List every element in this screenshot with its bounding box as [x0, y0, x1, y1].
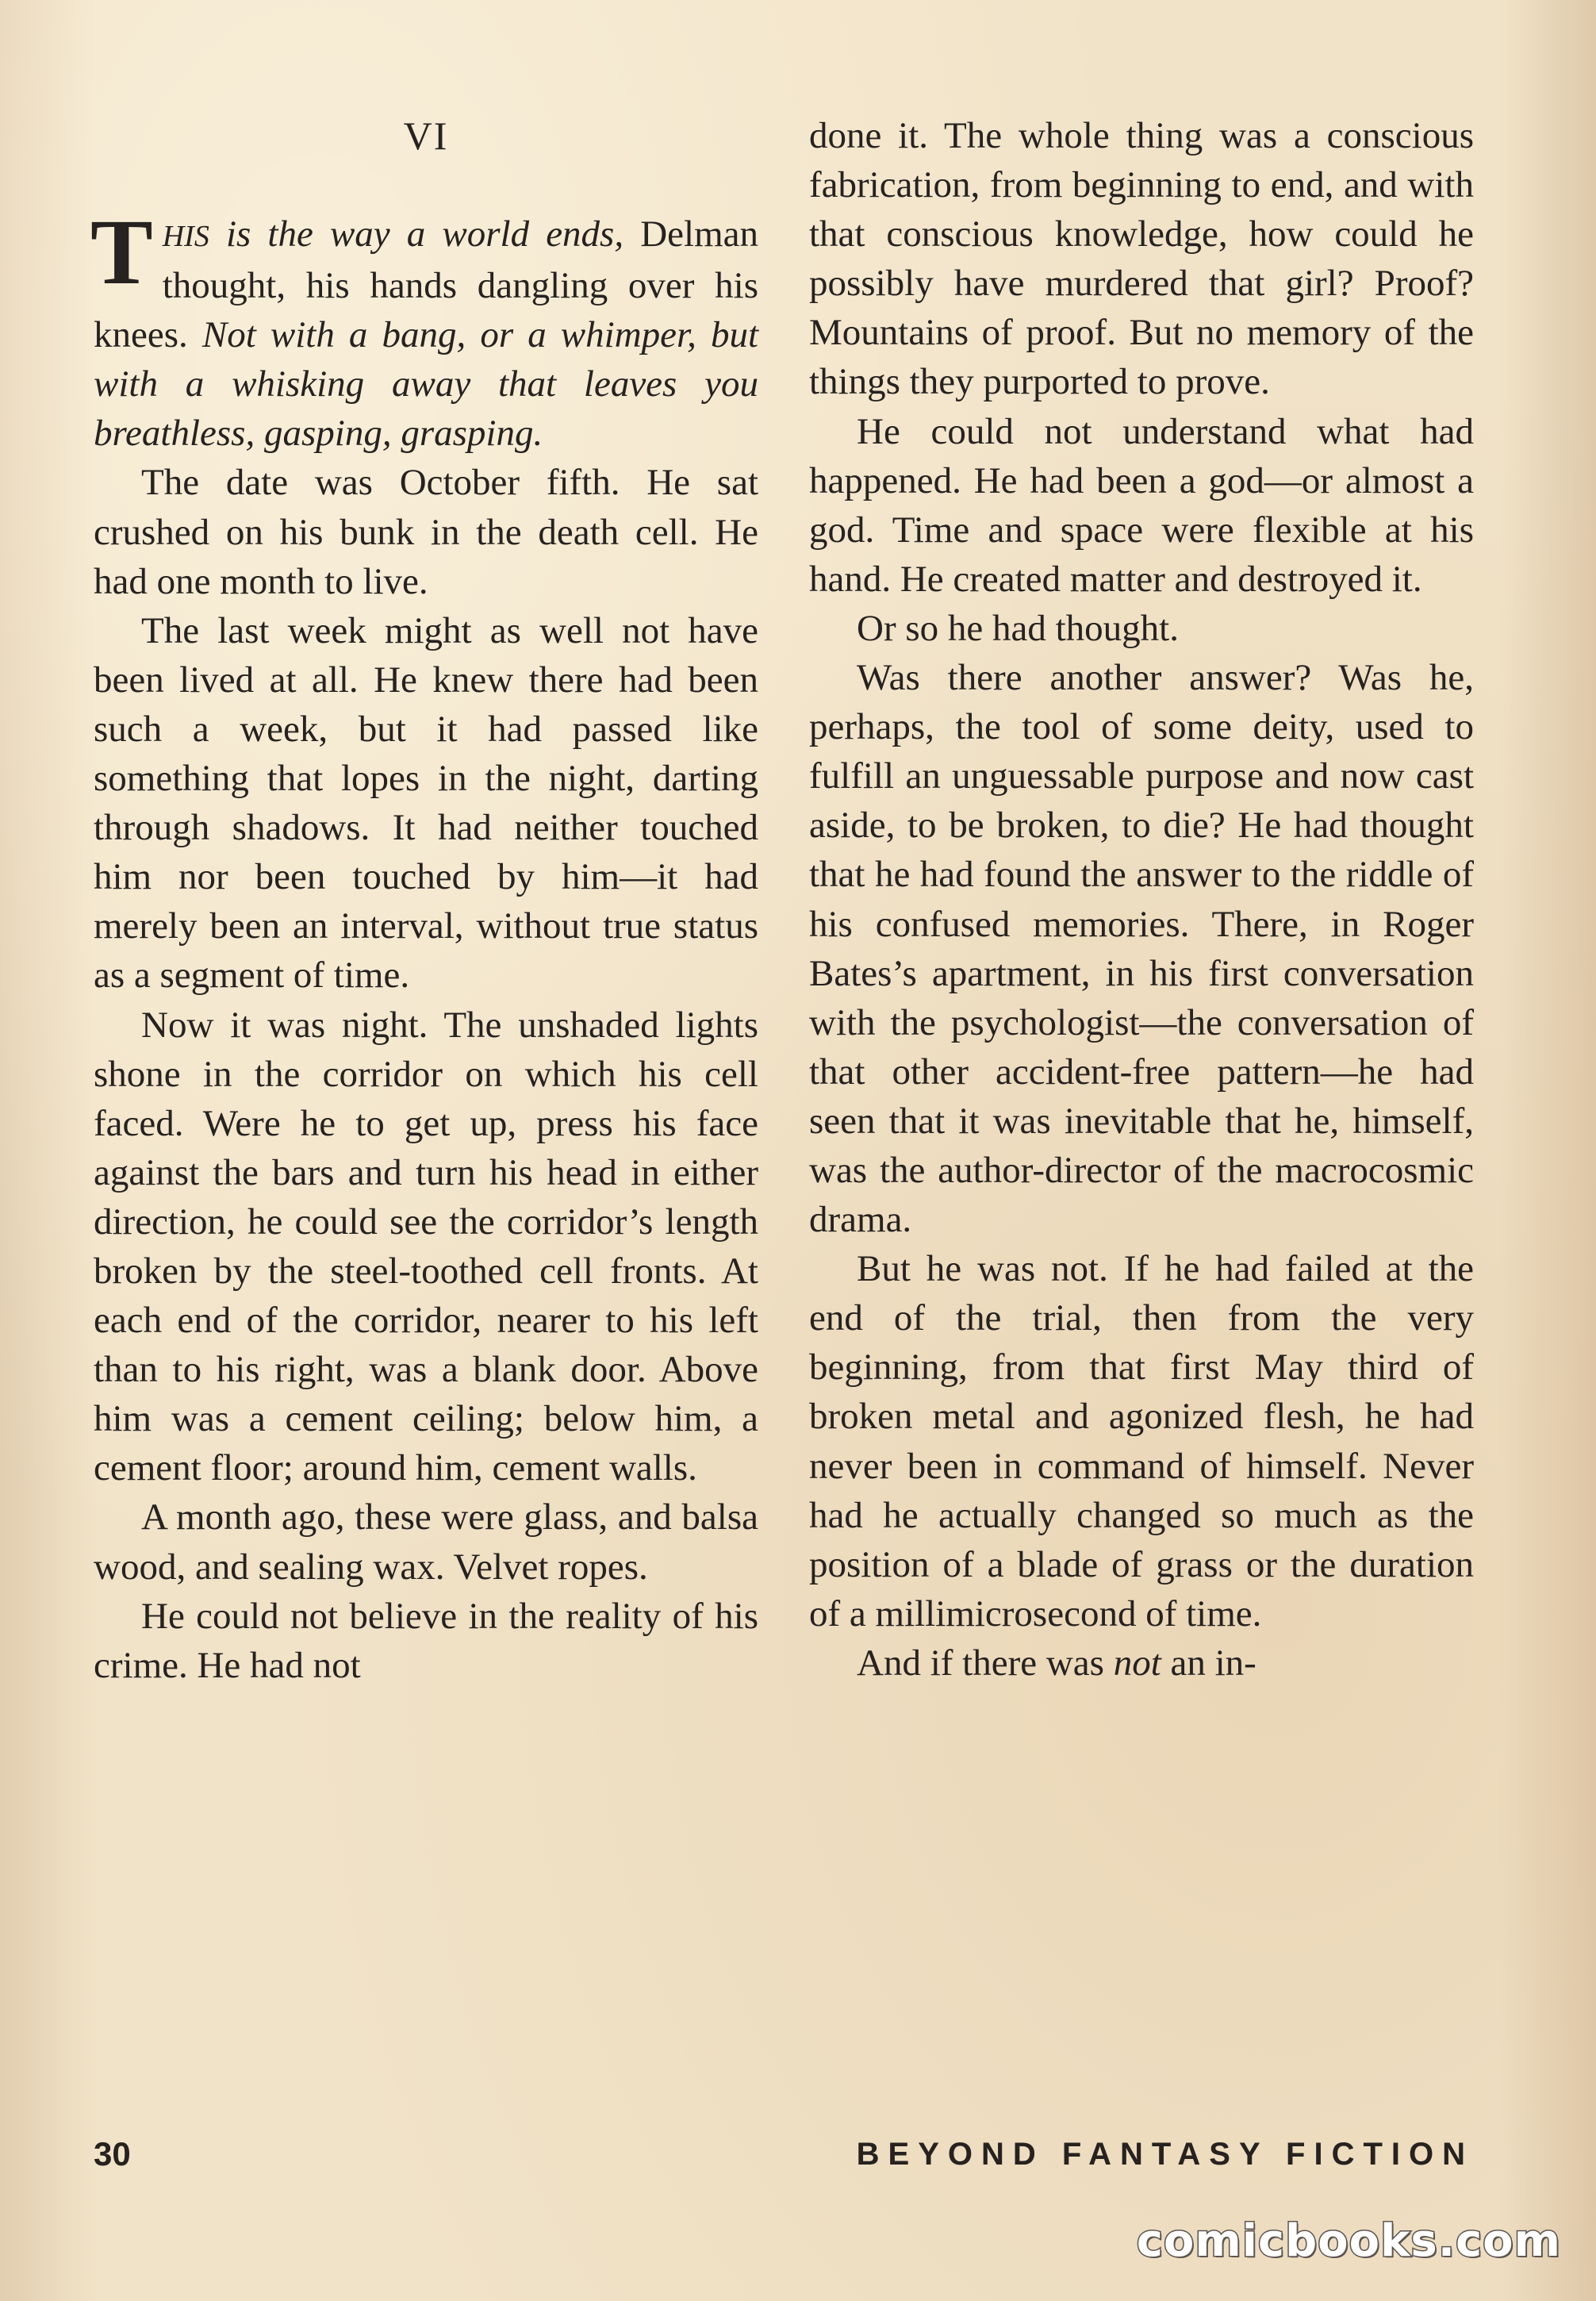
final-text-italic: not	[1113, 1642, 1161, 1684]
paragraph: But he was not. If he had failed at the end of the trial, then from the very beginning, from that first May third of broken metal and agonized flesh, he had never been in command of himself. Never had he actually changed so much as the position of a blade of grass or the duration of a millimicrosecond of time.	[809, 1248, 1474, 1635]
chapter-heading: VI	[403, 113, 449, 158]
left-column	[90, 111, 759, 1690]
final-paragraph	[809, 1638, 1474, 1688]
page-number: 30	[94, 2135, 131, 2172]
opening-paragraph	[90, 200, 759, 458]
drop-cap: T	[90, 200, 153, 304]
right-column	[809, 111, 1474, 1688]
paragraph: Or so he had thought.	[857, 607, 1179, 649]
opening-italic-1: is the way a world ends,	[209, 213, 624, 255]
paragraph: Was there another answer? Was he, perhaps, the tool of some deity, used to fulfill an unguessable purpose and now cast aside, to be broken, to die? He had thought that he had found the answer to the riddle of his confused memories. There, in Roger Bates’s apartment, in his first conversation with the psychologist—the conversation of that other accident-free pattern—he had seen that it was inevitable that he, himself, was the author-director of the macrocosmic drama.	[809, 657, 1474, 1241]
continued-paragraph: done it. The whole thing was a conscious fabrication, from beginning to end, and with that conscious knowledge, how could he possibly have murdered that girl? Proof? Mountains of proof. But no memory of the things they purported to prove.	[809, 115, 1474, 403]
paragraph: He could not believe in the reality of his crime. He had not	[94, 1595, 758, 1686]
opening-caps: HIS	[162, 220, 209, 253]
paragraph: A month ago, these were glass, and balsa wood, and sealing wax. Velvet ropes.	[94, 1496, 758, 1588]
running-head: BEYOND FANTASY FICTION	[856, 2137, 1474, 2172]
paragraph: Now it was night. The unshaded lights shone in the corridor on which his cell faced. Were he to get up, press his face against the bars and turn his head in either direction, he could see the corridor’s length broken by the steel-toothed cell fronts. At each end of the corridor, nearer to his left than to his right, was a blank door. Above him was a cement ceiling; below him, a cement floor; around him, cement walls.	[94, 1004, 758, 1489]
opening-roman: Delman thought, his hands dangling over his knees.	[94, 213, 759, 356]
page-footer	[94, 2130, 1474, 2178]
paragraph: He could not understand what had happened. He had been a god—or almost a god. Time and space were flexible at his hand. He created matter and destroyed it.	[809, 410, 1474, 600]
final-text-end: an in-	[1161, 1642, 1256, 1684]
opening-italic-2: Not with a bang, or a whimper, but with a whisking away that leaves you breathless, gasping, grasping.	[94, 314, 758, 455]
paragraph: The last week might as well not have been lived at all. He knew there had been such a week, but it had passed like something that lopes in the night, darting through shadows. It had neither touched him nor been touched by him—it had merely been an interval, without true status as a segment of time.	[94, 609, 758, 997]
final-text-start: And if there was	[857, 1642, 1114, 1684]
watermark-logo: comicbooks.com	[1136, 2215, 1561, 2267]
paragraph: The date was October fifth. He sat crushed on his bunk in the death cell. He had one month to live.	[94, 462, 758, 602]
